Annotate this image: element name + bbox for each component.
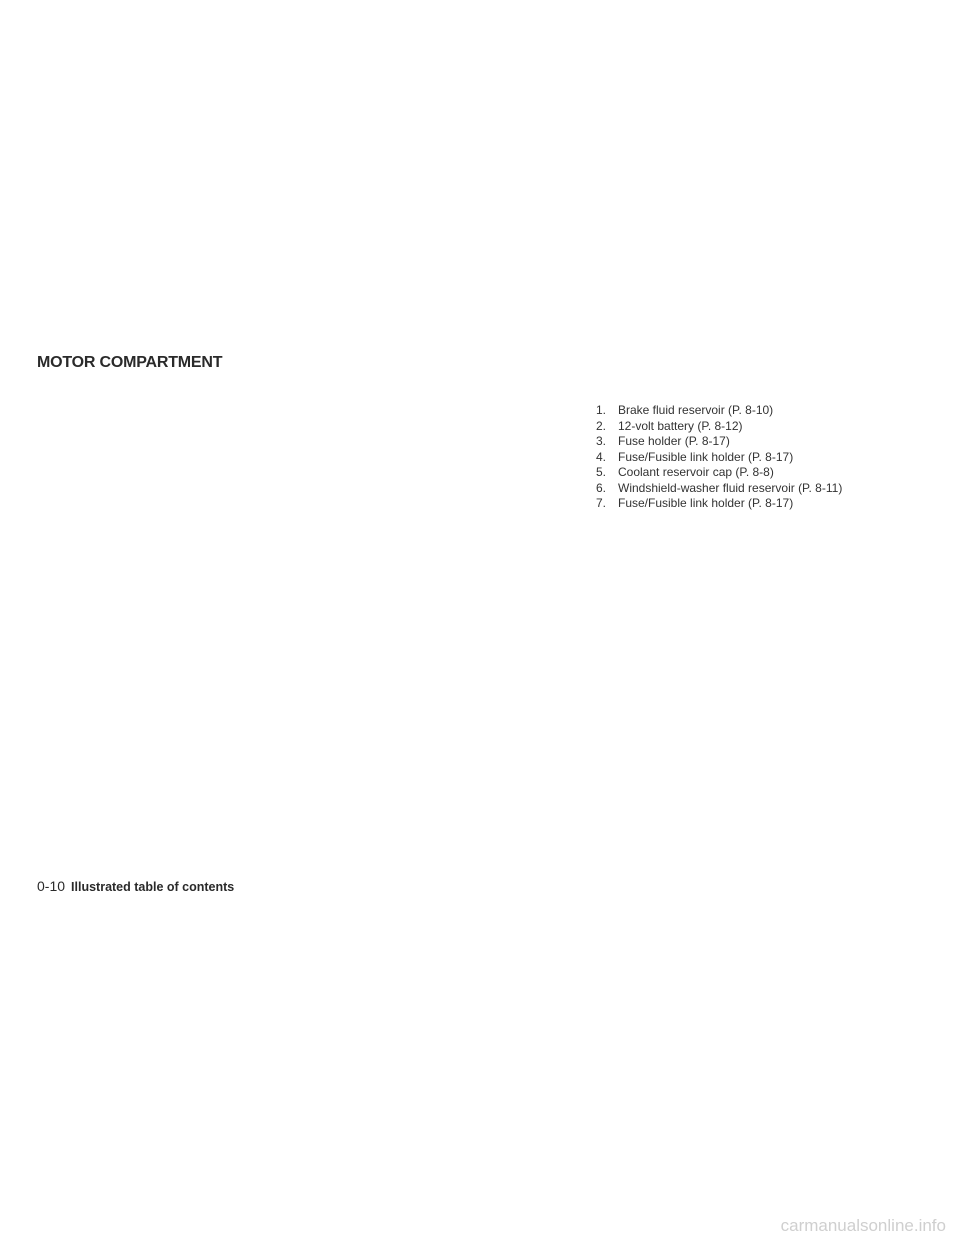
legend-list (596, 403, 842, 512)
list-item-text: Windshield-washer fluid reservoir (P. 8-11) (618, 480, 843, 495)
list-item (596, 450, 842, 466)
list-item-text: Fuse/Fusible link holder (P. 8-17) (618, 496, 794, 510)
list-item-text: Fuse/Fusible link holder (P. 8-17) (618, 449, 794, 464)
list-item (596, 419, 842, 435)
list-item-number: 7. (596, 496, 607, 510)
watermark: carmanualsonline.info (780, 1216, 946, 1235)
list-item-number: 2. (596, 418, 607, 433)
list-item (596, 403, 842, 419)
list-item (596, 465, 842, 481)
list-item-text: Coolant reservoir cap (P. 8-8) (618, 465, 774, 479)
chapter-title: Illustrated table of contents (71, 880, 235, 894)
list-item-text: Fuse holder (P. 8-17) (618, 434, 730, 448)
list-item-number: 6. (596, 480, 607, 495)
list-item-number: 5. (596, 465, 607, 479)
page-footer (37, 878, 234, 896)
list-item (596, 481, 842, 497)
list-item-text: Brake fluid reservoir (P. 8-10) (618, 403, 774, 417)
list-item-text: 12-volt battery (P. 8-12) (618, 418, 743, 433)
list-item-number: 4. (596, 449, 607, 464)
list-item-number: 3. (596, 434, 607, 448)
page-number: 0-10 (37, 878, 66, 894)
list-item-number: 1. (596, 403, 607, 417)
section-title: MOTOR COMPARTMENT (37, 354, 223, 371)
list-item (596, 434, 842, 450)
list-item (596, 496, 842, 512)
